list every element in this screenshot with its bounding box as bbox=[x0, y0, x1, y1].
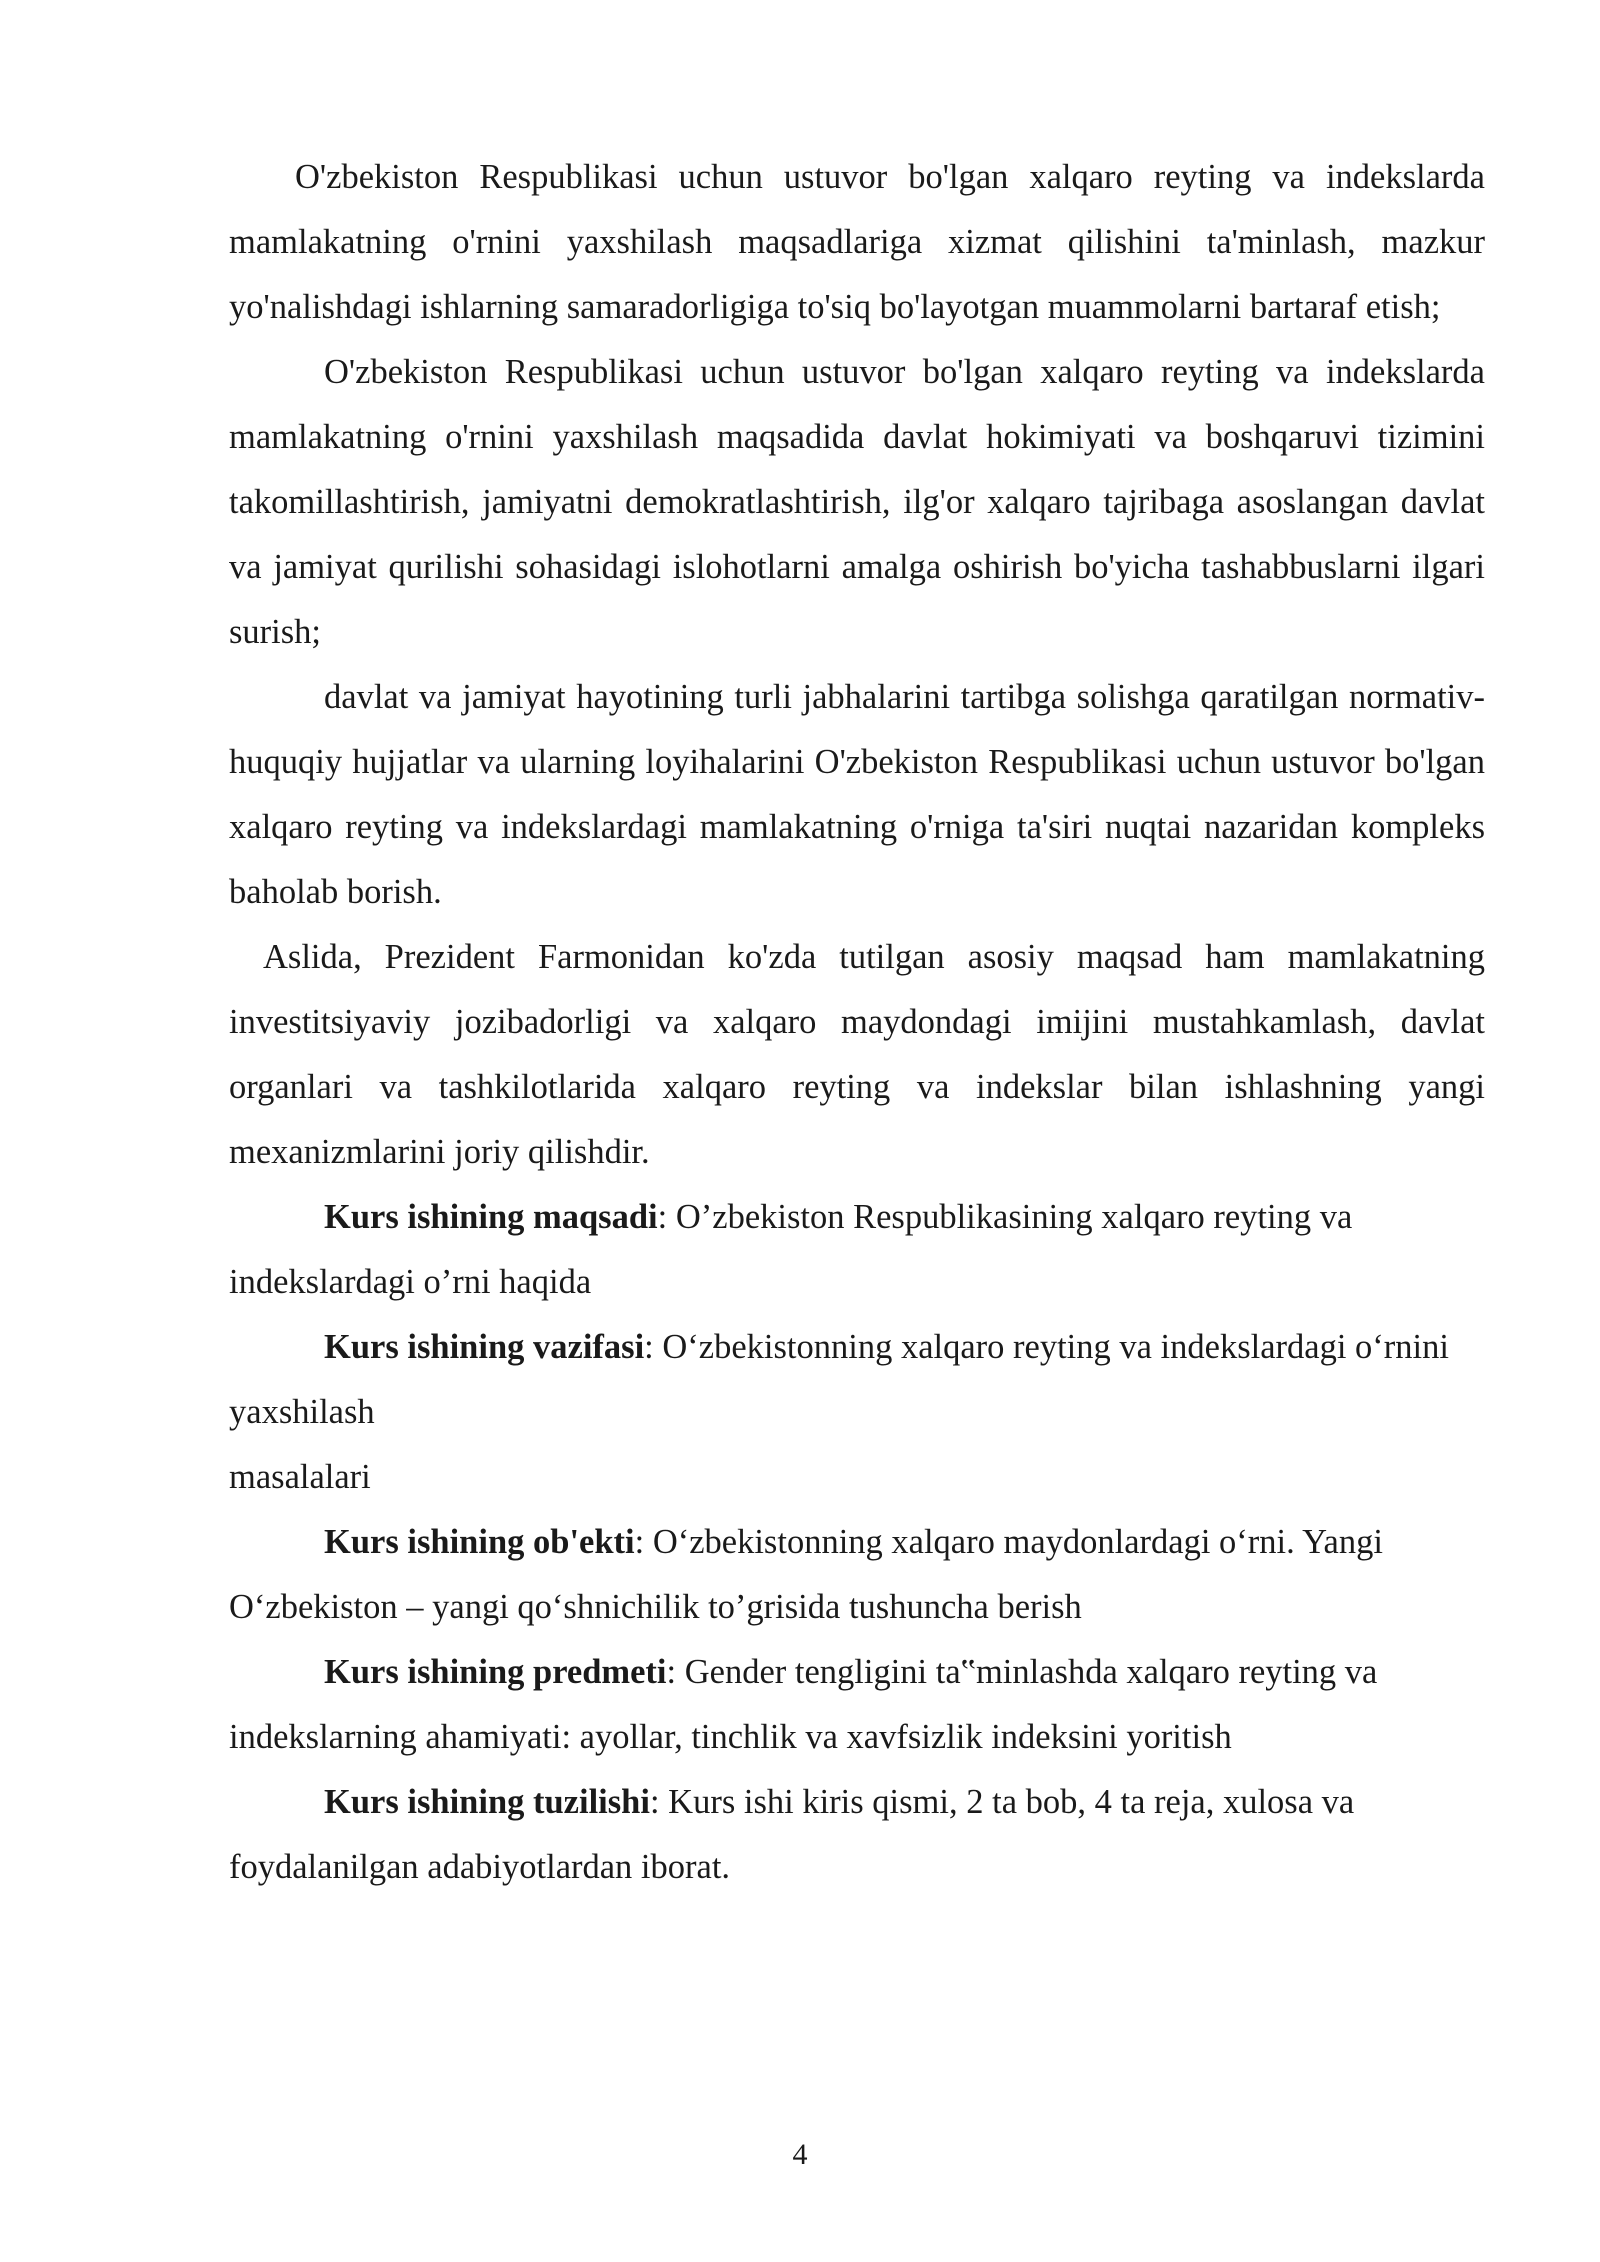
section-predmeti bbox=[229, 1640, 1485, 1770]
section-label: Kurs ishining predmeti bbox=[324, 1653, 667, 1691]
section-text: : O‘zbekistonning xalqaro maydonlardagi o‘rni. Yangi O‘zbekiston – yangi qo‘shnichilik to’grisida tushuncha berish bbox=[229, 1523, 1383, 1626]
paragraph: O'zbekiston Respublikasi uchun ustuvor bo'lgan xalqaro reyting va indekslarda mamlakatning o'rnini yaxshilash maqsadida davlat hokimiyati va boshqaruvi tizimini takomillashtirish, jamiyatni demokratlashtirish, ilg'or xalqaro tajribaga asoslangan davlat va jamiyat qurilishi sohasidagi islohotlarni amalga oshirish bo'yicha tashabbuslarni ilgari surish; bbox=[229, 353, 1485, 651]
section-label: Kurs ishining vazifasi bbox=[324, 1328, 645, 1366]
section-label: Kurs ishining maqsadi bbox=[324, 1198, 658, 1236]
section-text: : O’zbekiston Respublikasining xalqaro reyting va indekslardagi o’rni haqida bbox=[229, 1198, 1353, 1301]
section-text: : O‘zbekistonning xalqaro reyting va indekslardagi o‘rnini yaxshilash bbox=[229, 1328, 1449, 1431]
section-label: Kurs ishining ob'ekti bbox=[324, 1523, 635, 1561]
paragraph: Aslida, Prezident Farmonidan ko'zda tutilgan asosiy maqsad ham mamlakatning investitsiyaviy jozibadorligi va xalqaro maydondagi imijini mustahkamlash, davlat organlari va tashkilotlarida xalqaro reyting va indekslar bilan ishlashning yangi mexanizmlarini joriy qilishdir. bbox=[229, 938, 1485, 1171]
paragraph: davlat va jamiyat hayotining turli jabhalarini tartibga solishga qaratilgan normativ-huquqiy hujjatlar va ularning loyihalarini O'zbekiston Respublikasi uchun ustuvor bo'lgan xalqaro reyting va indekslardagi mamlakatning o'rniga ta'siri nuqtai nazaridan kompleks baholab borish. bbox=[229, 678, 1485, 911]
section-tuzilishi bbox=[229, 1770, 1485, 1900]
page-number: 4 bbox=[792, 2138, 808, 2171]
section-vazifasi bbox=[229, 1315, 1485, 1445]
section-maqsadi bbox=[229, 1185, 1485, 1315]
section-obekti bbox=[229, 1510, 1485, 1640]
section-text: : Gender tengligini ta‟minlashda xalqaro reyting va indekslarning ahamiyati: ayollar, tinchlik va xavfsizlik indeksini yoritish bbox=[229, 1653, 1378, 1756]
paragraph: O'zbekiston Respublikasi uchun ustuvor bo'lgan xalqaro reyting va indekslarda mamlakatning o'rnini yaxshilash maqsadlariga xizmat qilishini ta'minlash, mazkur yo'nalishdagi ishlarning samaradorligiga to'siq bo'layotgan muammolarni bartaraf etish; bbox=[229, 158, 1485, 326]
section-vazifasi-extra: masalalari bbox=[229, 1458, 371, 1496]
document-page bbox=[229, 145, 1485, 1900]
section-text: : Kurs ishi kiris qismi, 2 ta bob, 4 ta reja, xulosa va foydalanilgan adabiyotlardan iborat. bbox=[229, 1783, 1355, 1886]
section-label: Kurs ishining tuzilishi bbox=[324, 1783, 650, 1821]
